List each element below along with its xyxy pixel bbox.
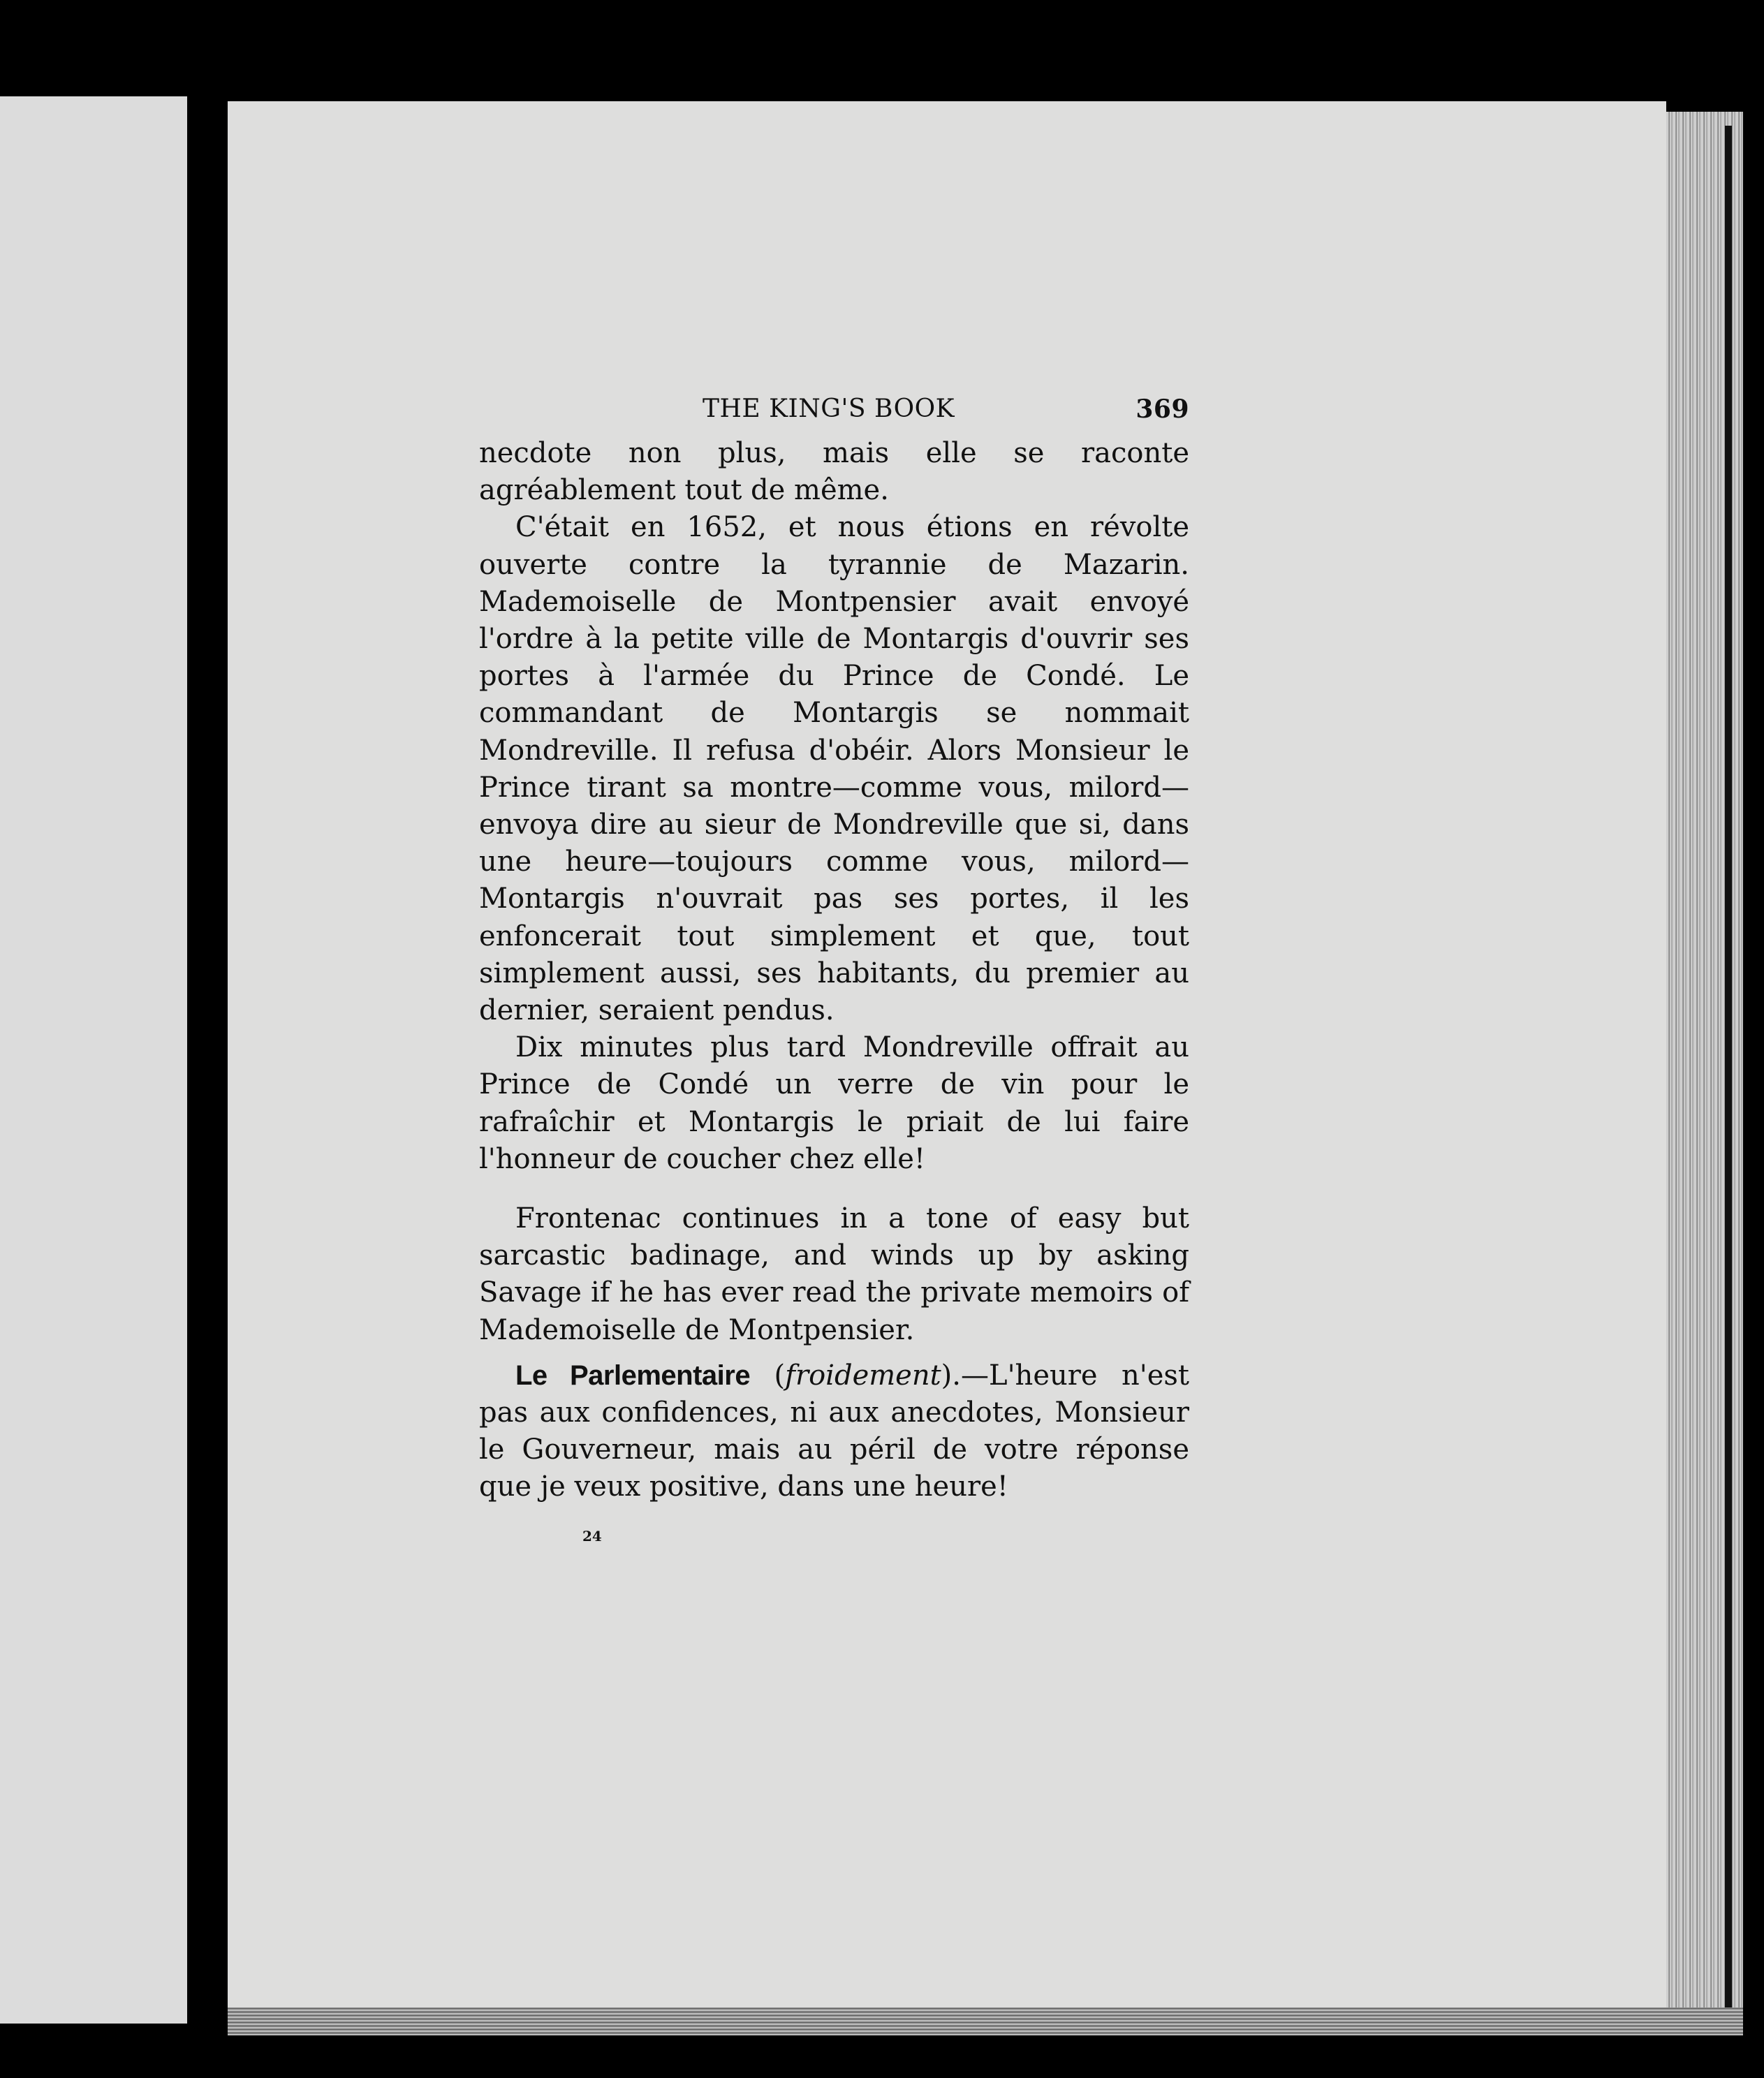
paragraph-monpensier-story: C'était en 1652, et nous étions en révolte ouverte contre la tyrannie de Mazarin. Mademoiselle de Montpensier avait envoyé l'ordre à la petite ville de Montargis d'ouvrir ses portes à l'armée du Prince de Condé. Le commandant de Montargis se nommait Mondreville. Il refusa d'obéir. Alors Monsieur le Prince tirant sa montre—comme vous, milord—envoya dire au sieur de Mondreville que si, dans une heure—toujours comme vous, milord—Montargis n'ouvrait pas ses portes, il les enfoncerait tout simplement et que, tout simplement aussi, ses habitants, du premier au dernier, seraient pendus. (479, 511, 1189, 1027)
page-bottom-edge (228, 2007, 1743, 2035)
paragraph-continuation: necdote non plus, mais elle se raconte agréablement tout de même. (479, 437, 1189, 507)
paragraph-parlementaire-speech (479, 1357, 1189, 1506)
speaker-name: Le Parlementaire (515, 1359, 751, 1391)
stage-open-paren: ( (750, 1359, 786, 1392)
section-gap (479, 1178, 1189, 1200)
stage-direction: froidement (785, 1359, 941, 1392)
page-number: 369 (1135, 395, 1189, 424)
running-title: THE KING'S BOOK (703, 395, 955, 423)
paragraph-montargis-surrender: Dix minutes plus tard Mondreville offrait au Prince de Condé un verre de vin pour le rafraîchir et Montargis le priait de lui faire l'honneur de coucher chez elle! (479, 1031, 1189, 1175)
page-text-block (479, 395, 1189, 1506)
cover-edge (1725, 126, 1732, 2011)
body-text (479, 435, 1189, 1506)
paragraph-frontenac-narration: Frontenac continues in a tone of easy but sarcastic badinage, and winds up by asking Savage if he has ever read the private memoirs of Mademoiselle de Montpensier. (479, 1202, 1189, 1346)
stage-close-paren: ). (941, 1359, 961, 1392)
book-gutter (187, 91, 228, 2032)
running-head (479, 395, 1189, 435)
printer-signature-mark: 24 (582, 1528, 602, 1545)
speech-text: —L'heure n'est pas aux confidences, ni aux anecdotes, Monsieur le Gouverneur, mais au péril de votre réponse que je veux positive, dans une heure! (479, 1359, 1190, 1503)
paragraph-gap (479, 1349, 1189, 1357)
facing-page-left (0, 96, 187, 2024)
